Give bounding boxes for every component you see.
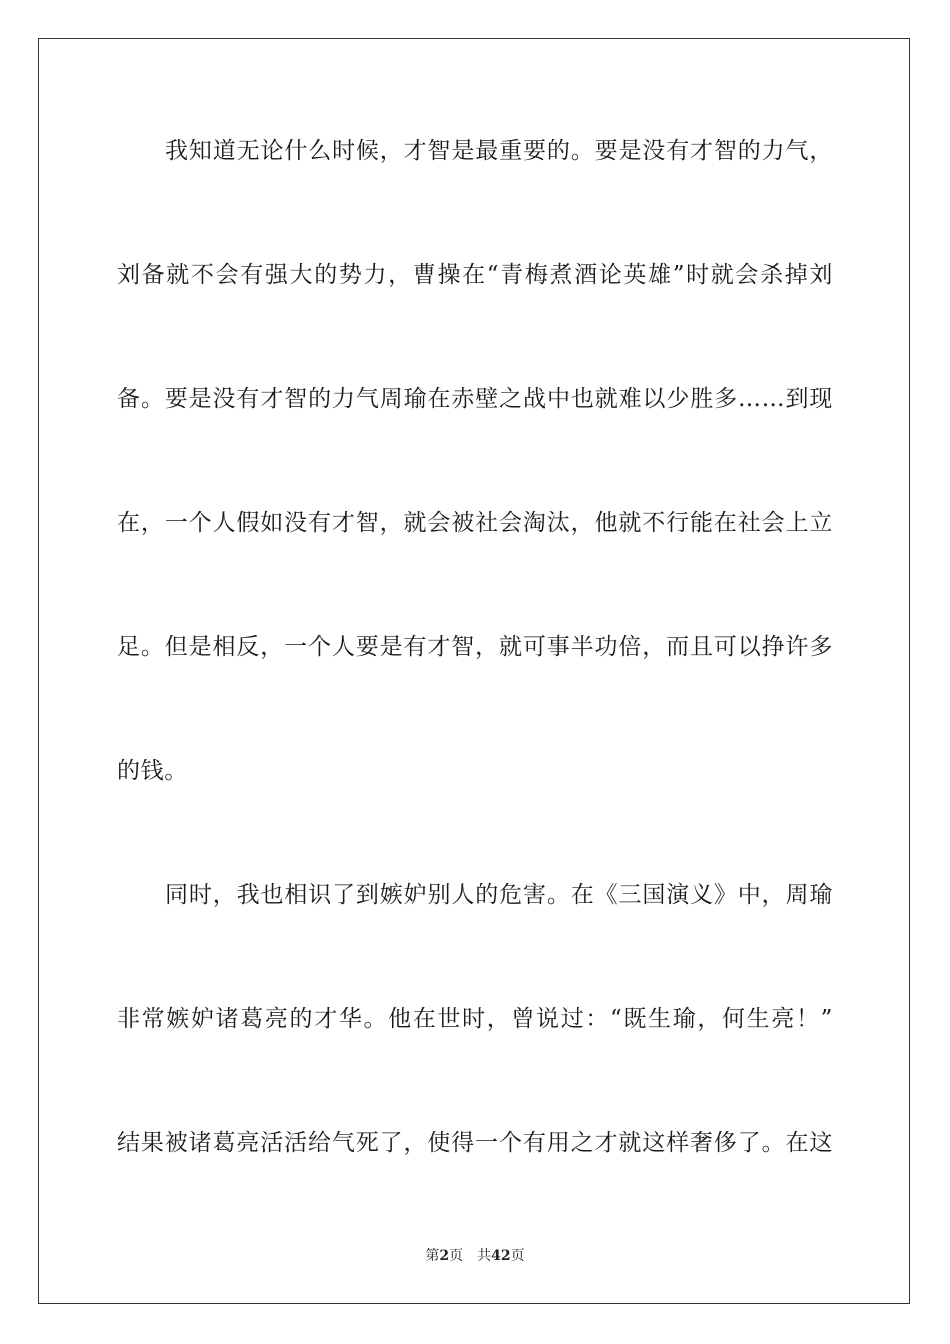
page-label-prefix: 第 (425, 1248, 440, 1264)
page-footer (0, 1247, 950, 1265)
paragraph-2-line-2: 非常嫉妒诸葛亮的才华。他在世时，曾说过：“既生瑜，何生亮！” (117, 1006, 833, 1032)
paragraph-2-line-1: 同时，我也相识了到嫉妒别人的危害。在《三国演义》中，周瑜 (165, 882, 833, 908)
paragraph-1-line-1: 我知道无论什么时候，才智是最重要的。要是没有才智的力气， (165, 138, 833, 164)
current-page-number: 2 (439, 1248, 450, 1264)
paragraph-1-line-5: 足。但是相反，一个人要是有才智，就可事半功倍，而且可以挣许多 (117, 634, 833, 660)
paragraph-1-line-2: 刘备就不会有强大的势力，曹操在“青梅煮酒论英雄”时就会杀掉刘 (117, 262, 833, 288)
paragraph-1-line-3: 备。要是没有才智的力气周瑜在赤壁之战中也就难以少胜多……到现 (117, 386, 833, 412)
page-label-suffix: 页 (449, 1248, 464, 1264)
paragraph-1-line-6: 的钱。 (117, 758, 188, 784)
paragraph-2-line-3: 结果被诸葛亮活活给气死了，使得一个有用之才就这样奢侈了。在这 (117, 1130, 833, 1156)
page-border (38, 38, 910, 1304)
total-page-count: 42 (491, 1248, 511, 1264)
total-label-suffix: 页 (510, 1248, 525, 1264)
total-label-prefix: 共 (477, 1248, 492, 1264)
paragraph-1-line-4: 在，一个人假如没有才智，就会被社会淘汰，他就不行能在社会上立 (117, 510, 833, 536)
